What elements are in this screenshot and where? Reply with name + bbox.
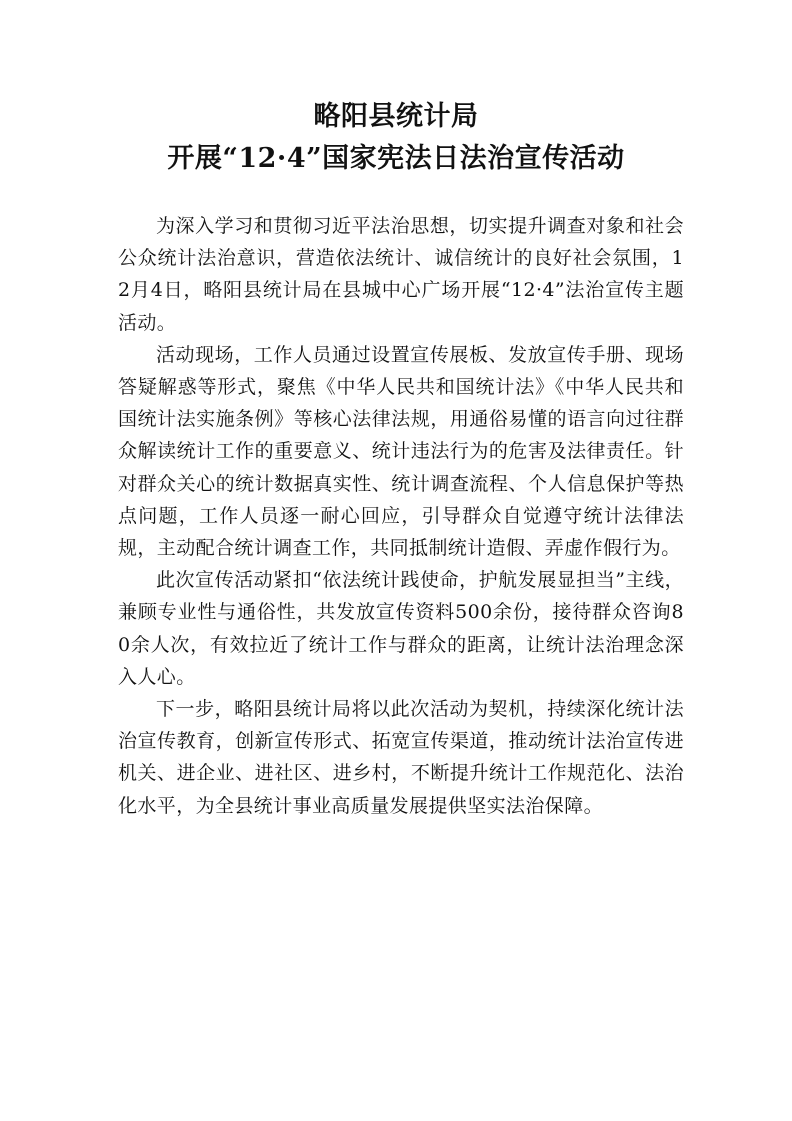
document-title-line-2: 开展“12·4”国家宪法日法治宣传活动	[167, 143, 625, 174]
paragraph-4: 下一步，略阳县统计局将以此次活动为契机，持续深化统计法治宣传教育，创新宣传形式、拓宽宣传渠道，推动统计法治宣传进机关、进企业、进社区、进乡村，不断提升统计工作规范化、法治化水平，为全县统计事业高质量发展提供坚实法治保障。	[118, 698, 684, 817]
paragraph-3: 此次宣传活动紧扣“依法统计践使命，护航发展显担当”主线，兼顾专业性与通俗性，共发放宣传资料500余份，接待群众咨询80余人次，有效拉近了统计工作与群众的距离，让统计法治理念深入人心。	[118, 569, 684, 688]
document-title-line-1: 略阳县统计局	[313, 101, 479, 132]
document-body	[118, 210, 684, 822]
paragraph-1: 为深入学习和贯彻习近平法治思想，切实提升调查对象和社会公众统计法治意识，营造依法统计、诚信统计的良好社会氛围，12月4日，略阳县统计局在县城中心广场开展“12·4”法治宣传主题活动。	[118, 215, 684, 334]
paragraph-2: 活动现场，工作人员通过设置宣传展板、发放宣传手册、现场答疑解惑等形式，聚焦《中华人民共和国统计法》《中华人民共和国统计法实施条例》等核心法律法规，用通俗易懂的语言向过往群众解读统计工作的重要意义、统计违法行为的危害及法律责任。针对群众关心的统计数据真实性、统计调查流程、个人信息保护等热点问题，工作人员逐一耐心回应，引导群众自觉遵守统计法律法规，主动配合统计调查工作，共同抵制统计造假、弄虚作假行为。	[118, 343, 684, 560]
